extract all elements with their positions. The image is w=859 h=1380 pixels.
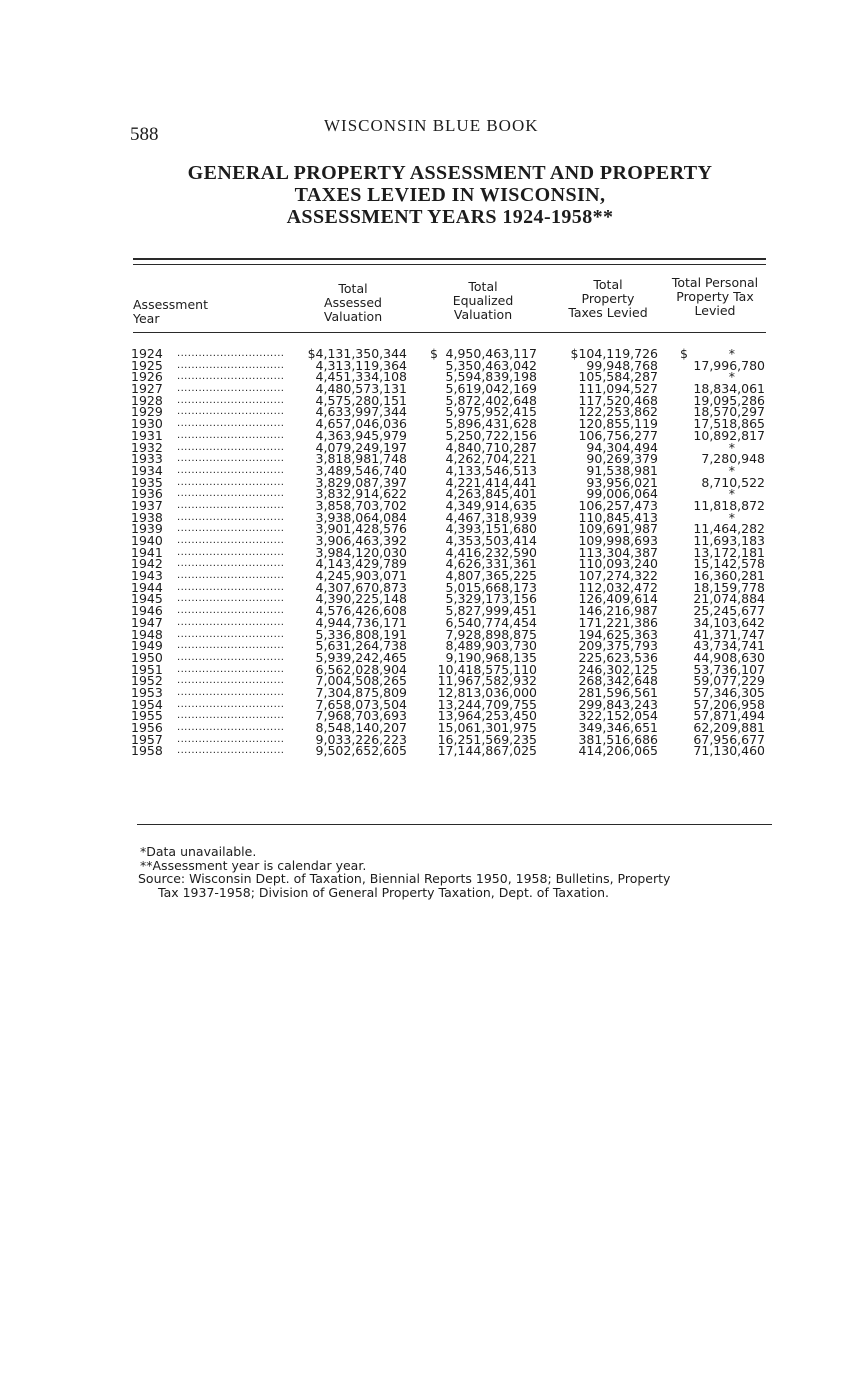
equalized-valuation-cell: 4,840,710,287 [445, 439, 537, 455]
property-taxes-cell: 113,304,387 [578, 544, 658, 560]
property-taxes-cell: 111,094,527 [578, 381, 658, 397]
personal-tax-cell: 59,077,229 [693, 673, 765, 689]
table-top-rule-2 [133, 264, 766, 265]
year-cell: 1954 [131, 696, 163, 712]
year-cell: 1951 [131, 661, 163, 677]
column-header-year: Assessment Year [133, 297, 208, 326]
equalized-valuation-cell: 5,896,431,628 [445, 416, 537, 432]
equalized-valuation-cell: 17,144,867,025 [437, 743, 537, 759]
assessed-valuation-cell: 5,939,242,465 [315, 649, 407, 665]
year-cell: 1953 [131, 684, 163, 700]
personal-tax-cell: * [728, 486, 735, 502]
title-line-2: TAXES LEVIED IN WISCONSIN, [294, 184, 606, 206]
equalized-valuation-cell: 5,827,999,451 [445, 603, 537, 619]
personal-tax-cell: 41,371,747 [693, 626, 765, 642]
source-line-2: Tax 1937-1958; Division of General Property Taxation, Dept. of Taxation. [158, 884, 610, 900]
leader-dots: .............................. [177, 581, 285, 593]
year-cell: 1933 [131, 451, 163, 467]
title-line-1: GENERAL PROPERTY ASSESSMENT AND PROPERTY [187, 162, 713, 184]
property-taxes-cell: 93,956,021 [586, 474, 658, 490]
leader-dots: .............................. [177, 488, 285, 500]
personal-tax-cell: 11,818,872 [693, 497, 765, 513]
personal-dollar-sign: $ [680, 346, 688, 361]
table-top-rule-1 [133, 258, 766, 260]
column-header-personal: Total Personal Property Tax Levied [671, 275, 759, 318]
equalized-valuation-cell: 4,950,463,117 [445, 346, 537, 361]
footnotes [140, 845, 780, 899]
assessed-valuation-cell: 9,502,652,605 [315, 743, 407, 759]
property-taxes-cell: 107,274,322 [578, 568, 658, 584]
assessed-valuation-cell: 7,658,073,504 [315, 696, 407, 712]
personal-tax-cell: * [728, 509, 735, 525]
leader-dots: .............................. [177, 429, 285, 441]
leader-dots: .............................. [177, 359, 285, 371]
leader-dots: .............................. [177, 593, 285, 605]
year-cell: 1926 [131, 369, 163, 385]
year-cell: 1946 [131, 603, 163, 619]
personal-tax-cell: * [728, 369, 735, 385]
year-cell: 1939 [131, 521, 163, 537]
leader-dots: .............................. [177, 558, 285, 570]
property-taxes-cell: 109,998,693 [578, 533, 658, 548]
equalized-valuation-cell: 7,928,898,875 [445, 626, 537, 642]
property-taxes-cell: 414,206,065 [578, 743, 658, 759]
property-taxes-cell: $104,119,726 [570, 346, 658, 361]
year-cell: 1950 [131, 649, 163, 665]
leader-dots: .............................. [177, 535, 285, 546]
year-cell: 1956 [131, 720, 163, 735]
equalized-valuation-cell: 4,262,704,221 [445, 451, 537, 467]
assessed-valuation-cell: 4,657,046,036 [315, 416, 407, 432]
equalized-valuation-cell: 4,467,318,939 [445, 509, 537, 525]
assessed-valuation-cell: 3,489,546,740 [315, 462, 407, 478]
year-cell: 1932 [131, 439, 163, 455]
personal-tax-cell: * [728, 346, 735, 361]
year-cell: 1941 [131, 544, 163, 560]
year-cell: 1949 [131, 638, 163, 654]
assessed-valuation-cell: 3,984,120,030 [315, 544, 407, 560]
personal-tax-cell: 13,172,181 [693, 544, 765, 560]
column-header-taxes: Total Property Taxes Levied [568, 277, 648, 320]
assessed-valuation-cell: 4,575,280,151 [315, 392, 407, 408]
year-cell: 1927 [131, 381, 163, 397]
equalized-valuation-cell: 5,250,722,156 [445, 427, 537, 443]
personal-tax-cell: 43,734,741 [693, 638, 765, 654]
year-cell: 1934 [131, 462, 163, 478]
year-cell: 1931 [131, 427, 163, 443]
property-taxes-cell: 91,538,981 [586, 462, 658, 478]
year-cell: 1945 [131, 591, 163, 607]
property-taxes-cell: 99,948,768 [586, 357, 658, 373]
personal-tax-cell: 62,209,881 [693, 720, 765, 735]
year-cell: 1947 [131, 614, 163, 630]
assessed-valuation-cell: 4,363,945,979 [315, 427, 407, 443]
leader-dots: .............................. [177, 686, 285, 698]
equalized-dollar-sign: $ [430, 346, 438, 361]
personal-tax-cell: 18,159,778 [693, 579, 765, 595]
year-cell: 1948 [131, 626, 163, 642]
year-cell: 1944 [131, 579, 163, 595]
assessed-valuation-cell: 6,562,028,904 [315, 661, 407, 677]
table-header-rule [133, 332, 766, 333]
equalized-valuation-cell: 5,872,402,648 [445, 392, 537, 408]
assessed-valuation-cell: 7,968,703,693 [315, 708, 407, 724]
personal-tax-cell: 18,834,061 [693, 381, 765, 397]
equalized-valuation-cell: 4,133,546,513 [445, 462, 537, 478]
personal-tax-cell: 11,693,183 [693, 533, 765, 548]
property-taxes-cell: 146,216,987 [578, 603, 658, 619]
leader-dots: .............................. [177, 628, 285, 640]
personal-tax-cell: 57,206,958 [693, 696, 765, 712]
assessed-valuation-cell: 7,304,875,809 [315, 684, 407, 700]
equalized-valuation-cell: 5,015,668,173 [445, 579, 537, 595]
equalized-valuation-cell: 11,967,582,932 [437, 673, 537, 689]
leader-dots: .............................. [177, 745, 285, 757]
leader-dots: .............................. [177, 418, 285, 430]
assessed-valuation-cell: 4,576,426,608 [315, 603, 407, 619]
leader-dots: .............................. [177, 441, 285, 453]
equalized-valuation-cell: 5,594,839,198 [445, 369, 537, 385]
year-cell: 1937 [131, 497, 163, 513]
equalized-valuation-cell: 4,626,331,361 [445, 556, 537, 572]
leader-dots: .............................. [177, 406, 285, 418]
year-cell: 1938 [131, 509, 163, 525]
leader-dots: .............................. [177, 651, 285, 663]
assessed-valuation-cell: 4,633,997,344 [315, 404, 407, 420]
property-taxes-cell: 112,032,472 [578, 579, 658, 595]
property-taxes-cell: 322,152,054 [578, 708, 658, 724]
year-cell: 1928 [131, 392, 163, 408]
equalized-valuation-cell: 4,353,503,414 [445, 533, 537, 548]
equalized-valuation-cell: 4,393,151,680 [445, 521, 537, 537]
footnote-calendar-year: **Assessment year is calendar year. [140, 857, 367, 873]
leader-dots: .............................. [177, 499, 285, 511]
personal-tax-cell: 34,103,642 [693, 614, 765, 630]
assessed-valuation-cell: 7,004,508,265 [315, 673, 407, 689]
data-table-body [130, 348, 775, 757]
title-line-3: ASSESSMENT YEARS 1924-1958** [286, 206, 614, 228]
equalized-valuation-cell: 5,350,463,042 [445, 357, 537, 373]
year-cell: 1943 [131, 568, 163, 584]
personal-tax-cell: 19,095,286 [693, 392, 765, 408]
leader-dots: .............................. [177, 453, 285, 465]
personal-tax-cell: 11,464,282 [693, 521, 765, 537]
personal-tax-cell: 25,245,677 [693, 603, 765, 619]
assessed-valuation-cell: 3,858,703,702 [315, 497, 407, 513]
assessed-valuation-cell: 3,901,428,576 [315, 521, 407, 537]
property-taxes-cell: 106,257,473 [578, 497, 658, 513]
property-taxes-cell: 106,756,277 [578, 427, 658, 443]
equalized-valuation-cell: 15,061,301,975 [437, 720, 537, 735]
assessed-valuation-cell: 9,033,226,223 [315, 731, 407, 747]
year-cell: 1942 [131, 556, 163, 572]
personal-tax-cell: 57,871,494 [693, 708, 765, 724]
leader-dots: .............................. [177, 640, 285, 652]
property-taxes-cell: 299,843,243 [578, 696, 658, 712]
equalized-valuation-cell: 9,190,968,135 [445, 649, 537, 665]
assessed-valuation-cell: 4,313,119,364 [315, 357, 407, 373]
assessed-valuation-cell: 5,336,808,191 [315, 626, 407, 642]
property-taxes-cell: 105,584,287 [578, 369, 658, 385]
assessed-valuation-cell: 4,143,429,789 [315, 556, 407, 572]
equalized-valuation-cell: 13,244,709,755 [437, 696, 537, 712]
assessed-valuation-cell: 4,245,903,071 [315, 568, 407, 584]
table-row [130, 745, 775, 757]
leader-dots: .............................. [177, 733, 285, 745]
property-taxes-cell: 110,845,413 [578, 509, 658, 525]
equalized-valuation-cell: 4,807,365,225 [445, 568, 537, 584]
personal-tax-cell: 16,360,281 [693, 568, 765, 584]
assessed-valuation-cell: 4,480,573,131 [315, 381, 407, 397]
equalized-valuation-cell: 10,418,575,110 [437, 661, 537, 677]
equalized-valuation-cell: 5,619,042,169 [445, 381, 537, 397]
year-cell: 1958 [131, 743, 163, 759]
leader-dots: .............................. [177, 663, 285, 675]
personal-tax-cell: 53,736,107 [693, 661, 765, 677]
year-cell: 1925 [131, 357, 163, 373]
assessed-valuation-cell: 5,631,264,738 [315, 638, 407, 654]
property-taxes-cell: 126,409,614 [578, 591, 658, 607]
leader-dots: .............................. [177, 605, 285, 617]
personal-tax-cell: 10,892,817 [693, 427, 765, 443]
personal-tax-cell: 8,710,522 [701, 474, 765, 490]
assessed-valuation-cell: 3,818,981,748 [315, 451, 407, 467]
equalized-valuation-cell: 4,349,914,635 [445, 497, 537, 513]
equalized-valuation-cell: 5,329,173,156 [445, 591, 537, 607]
assessed-valuation-cell: 8,548,140,207 [315, 720, 407, 735]
assessed-valuation-cell: 4,390,225,148 [315, 591, 407, 607]
leader-dots: .............................. [177, 394, 285, 406]
property-taxes-cell: 194,625,363 [578, 626, 658, 642]
property-taxes-cell: 381,516,686 [578, 731, 658, 747]
leader-dots: .............................. [177, 383, 285, 395]
year-cell: 1940 [131, 533, 163, 548]
equalized-valuation-cell: 4,416,232,590 [445, 544, 537, 560]
personal-tax-cell: 17,518,865 [693, 416, 765, 432]
column-header-equalized: Total Equalized Valuation [452, 279, 514, 322]
leader-dots: .............................. [177, 464, 285, 476]
leader-dots: .............................. [177, 371, 285, 383]
equalized-valuation-cell: 8,489,903,730 [445, 638, 537, 654]
assessed-valuation-cell: 4,451,334,108 [315, 369, 407, 385]
personal-tax-cell: * [728, 439, 735, 455]
personal-tax-cell: 57,346,305 [693, 684, 765, 700]
leader-dots: .............................. [177, 675, 285, 687]
assessed-valuation-cell: 3,832,914,622 [315, 486, 407, 502]
property-taxes-cell: 110,093,240 [578, 556, 658, 572]
page-title [120, 162, 780, 228]
property-taxes-cell: 281,596,561 [578, 684, 658, 700]
personal-tax-cell: 44,908,630 [693, 649, 765, 665]
leader-dots: .............................. [177, 616, 285, 628]
property-taxes-cell: 349,346,651 [578, 720, 658, 735]
property-taxes-cell: 117,520,468 [578, 392, 658, 408]
year-cell: 1929 [131, 404, 163, 420]
source-line-1: Source: Wisconsin Dept. of Taxation, Biennial Reports 1950, 1958; Bulletins, Property [138, 871, 671, 886]
leader-dots: .............................. [177, 710, 285, 722]
equalized-valuation-cell: 12,813,036,000 [437, 684, 537, 700]
personal-tax-cell: 7,280,948 [701, 451, 765, 467]
equalized-valuation-cell: 4,221,414,441 [445, 474, 537, 490]
property-taxes-cell: 171,221,386 [578, 614, 658, 630]
equalized-valuation-cell: 5,975,952,415 [445, 404, 537, 420]
leader-dots: .............................. [177, 476, 285, 488]
footnote-unavailable: *Data unavailable. [140, 844, 257, 859]
year-cell: 1955 [131, 708, 163, 724]
personal-tax-cell: 18,570,297 [693, 404, 765, 420]
property-taxes-cell: 246,302,125 [578, 661, 658, 677]
year-cell: 1935 [131, 474, 163, 490]
equalized-valuation-cell: 4,263,845,401 [445, 486, 537, 502]
property-taxes-cell: 99,006,064 [586, 486, 658, 502]
assessed-valuation-cell: 4,944,736,171 [315, 614, 407, 630]
personal-tax-cell: 17,996,780 [693, 357, 765, 373]
equalized-valuation-cell: 13,964,253,450 [437, 708, 537, 724]
assessed-valuation-cell: 4,307,670,873 [315, 579, 407, 595]
page-number: 588 [130, 124, 159, 145]
property-taxes-cell: 209,375,793 [578, 638, 658, 654]
property-taxes-cell: 109,691,987 [578, 521, 658, 537]
assessed-valuation-cell: 3,906,463,392 [315, 533, 407, 548]
personal-tax-cell: 21,074,884 [693, 591, 765, 607]
year-cell: 1957 [131, 731, 163, 747]
personal-tax-cell: * [728, 462, 735, 478]
property-taxes-cell: 225,623,536 [578, 649, 658, 665]
running-head: WISCONSIN BLUE BOOK [324, 116, 539, 135]
personal-tax-cell: 15,142,578 [693, 556, 765, 572]
personal-tax-cell: 67,956,677 [693, 731, 765, 747]
assessed-valuation-cell: 3,938,064,084 [315, 509, 407, 525]
property-taxes-cell: 122,253,862 [578, 404, 658, 420]
personal-tax-cell: 71,130,460 [693, 743, 765, 759]
property-taxes-cell: 120,855,119 [578, 416, 658, 432]
property-taxes-cell: 268,342,648 [578, 673, 658, 689]
leader-dots: .............................. [177, 348, 285, 359]
equalized-valuation-cell: 6,540,774,454 [445, 614, 537, 630]
leader-dots: .............................. [177, 523, 285, 535]
leader-dots: .............................. [177, 511, 285, 523]
year-cell: 1936 [131, 486, 163, 502]
leader-dots: .............................. [177, 570, 285, 582]
equalized-valuation-cell: 16,251,569,235 [437, 731, 537, 747]
assessed-valuation-cell: 4,079,249,197 [315, 439, 407, 455]
column-header-assessed: Total Assessed Valuation [323, 281, 383, 324]
year-cell: 1924 [131, 346, 163, 361]
leader-dots: .............................. [177, 546, 285, 558]
leader-dots: .............................. [177, 698, 285, 710]
assessed-valuation-cell: 3,829,087,397 [315, 474, 407, 490]
leader-dots: .............................. [177, 722, 285, 733]
property-taxes-cell: 90,269,379 [586, 451, 658, 467]
year-cell: 1930 [131, 416, 163, 432]
table-bottom-rule [137, 824, 772, 825]
property-taxes-cell: 94,304,494 [586, 439, 658, 455]
assessed-valuation-cell: $4,131,350,344 [307, 346, 407, 361]
year-cell: 1952 [131, 673, 163, 689]
